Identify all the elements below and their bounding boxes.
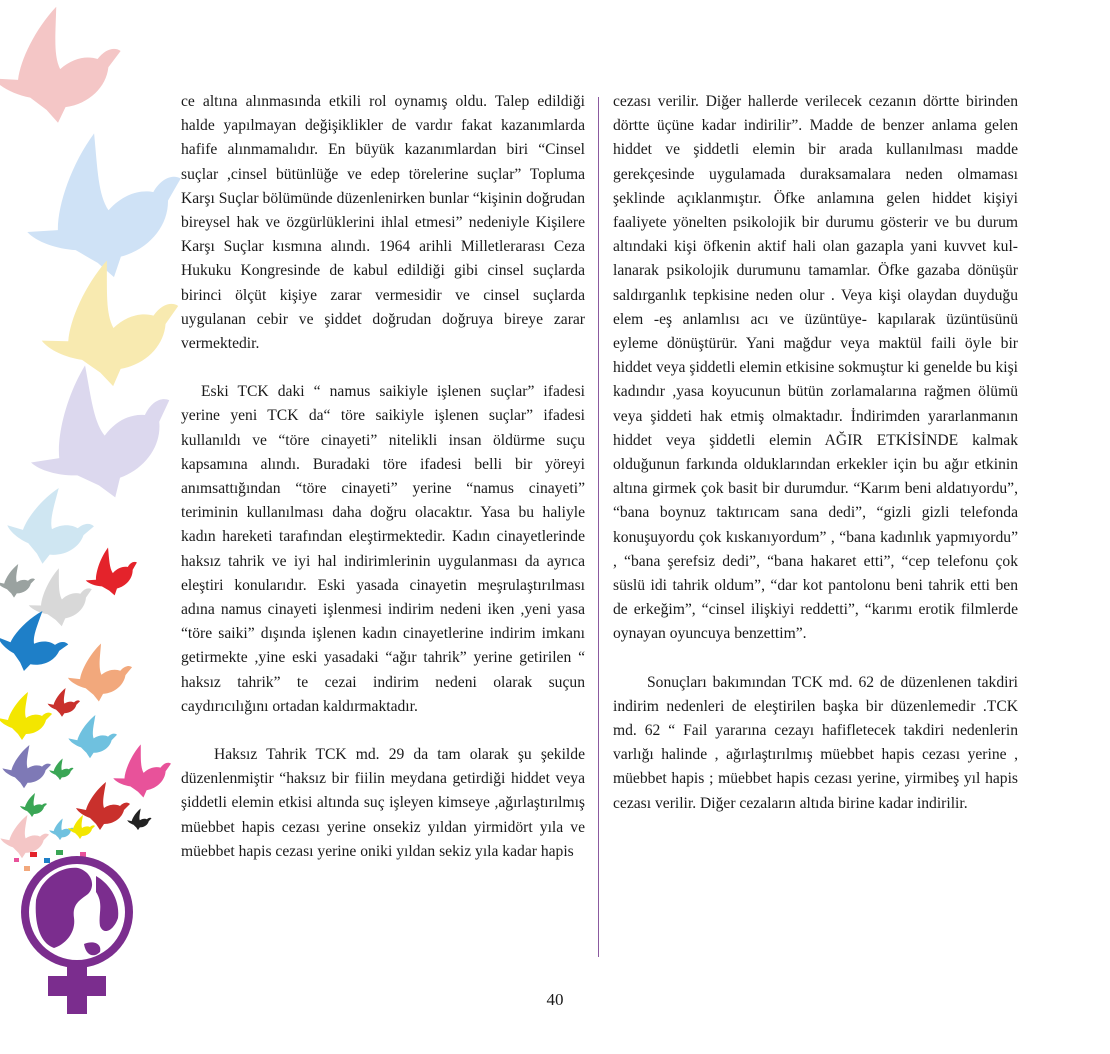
dove-icon [0, 692, 52, 740]
dove-icon [0, 564, 35, 598]
dove-icon [48, 688, 80, 717]
paragraph: Sonuçları bakımından TCK md. 62 de düzenlenen takdiri indirim nedenleri de eleştirilen başka bir düzenlemedir .TCK md. 62 “ Fail yararına cezayı hafifletecek takdiri nedenlerin varlığı halinde , ağırlaştırılmış müebbet hapis cezası yerine , müebbet hapis ; müebbet hapis cezası yerine, yirmibeş yıl hapis cezası verilir. Diğer cezaların altıda birine kadar indirilir. [613, 673, 1018, 812]
dove-icon [0, 0, 129, 131]
dove-icon [127, 809, 151, 831]
dove-icon [4, 484, 97, 568]
left-text-column [181, 90, 585, 864]
paragraph: cezası verilir. Diğer hallerde verilecek cezanın dörtte birinden dörtte üçüne kadar indirilir”. Madde de benzer anlama gelen hiddet ve şiddetli elemin bir arada kullanılması madde gerekçesinde uygulamada duraksamalara neden olmaması şeklinde açıklanmıştır. Öfke anlamına gelen hiddet kişiyi faaliyete yönelten psikolojik bir durumu gösterir ve bu durum altındaki kişi öfkenin aktif hali olan gazapla yani kuvvet kullanarak psikolojik durumunu tamamlar. Öfke gazaba dönüşür saldırganlık tepkisine neden olur . Veya kişi olaydan duyduğu elem -eş anlamlısı acı ve üzüntüye- kapılarak üzüntüsünü eyleme dönüştürür. Yani mağdur veya maktül faili öyle bir hiddet veya şiddetli elemin etkisine sokmuştur ki genelde bu kişi kadındır ,yasa koyucunun bütün zorlamalarına rağmen ölümü veya şiddeti hak etmiş olmaktadır. İndirimden yararlanmanın hiddet veya şiddetli elemin AĞIR ETKİSİNDE kalmak olduğunun farkında olduklarından erkekler için bu ağır etkinin altına girmek çok basit bir durumdur. “Karım beni aldatıyordu”, “bana boynuz taktırıcam sana dedi”, “gizli gizli telefonda konuşuyordu çok kıskanıyordum” , “bana kadınlık yapmıyordu” , “bana şerefsiz dedi”, “bana hakaret etti”, “cep telefonu çok süslü idi tahrik oldum”, “dar kot pantolonu beni tahrik etti ben de erkeğim”, “cinsel ilişkiyi reddetti”, “karımı erotik filmlerde oynayan oyuncuya benzettim”. [613, 93, 1018, 643]
dove-icon [68, 715, 117, 758]
paragraph: Haksız Tahrik TCK md. 29 da tam olarak şu şekilde düzenlenmiştir “haksız bir fiilin meydana getirdiği hiddet veya şiddetli elemin etkisi altında suç işleyen kimseye ,ağırlaştırılmış müebbet hapis cezası yerine onsekiz yıldan yirmidört yıla ve müebbet hapis cezası yerine oniki yıldan sekiz yıla kadar hapis [181, 746, 585, 860]
dove-icon [49, 759, 73, 781]
paragraph: ce altına alınmasında etkili rol oynamış oldu. Talep edildiği halde yapılmayan değişiklikler de vardır fakat kazanımlarda hafife alınmamalıdır. En büyük kazanımlardan biri “Cinsel suçlar ,cinsel bütünlüğe ve edep törelerine suçlar” Topluma Karşı Suçlar bölümünde düzenlenirken bunlar “kişinin doğrudan bireysel hak ve özgürlüklerini ihlal etmesi” nedeniyle Kişilere Karşı Suçlar kısmına alındı. 1964 arihli Milletlerarası Ceza Hukuku Kongresinde de kabul edildiği gibi cinsel suçlarda birinci ölçüt kişiye zarar vermesidir ve cinsel suçlarda uygulanan cebir ve şiddet doğrudan doğruya bireye zarar vermektedir. [181, 93, 585, 353]
dove-icon [0, 815, 49, 858]
dove-icon [2, 745, 51, 788]
column-divider [598, 97, 599, 957]
paragraph: Eski TCK daki “ namus saikiyle işlenen suçlar” ifadesi yerine yeni TCK da“ töre saikiyle işlenen suçlar” ifadesi kullanıldı ve “töre cinayeti” nitelikli insan öldürme suçu kapsamına alındı. Buradaki töre ifadesi belli bir yöreyi anımsattığından “töre cinayeti” yerine “namus cinayeti” teriminin kullanılması daha doğru olacaktır. Yasa bu haliyle kadın hareketi tarafından eleştirmektedir. Kadın cinayetlerinde haksız tahrik ve iyi hal indirimlerinin uygulanması da ayrıca eleştiri konularıdır. Eski yasada cinayetin meşrulaştırılması adına namus cinayeti işlenmesi indirim nedeni iken ,yeni yasa “töre saiki” dışında işlenen kadın cinayetlerine indirim imkanı getirmekte ,yine eski yasadaki “ağır tahrik” yerine getirilen “ haksız tahrik” te cezai indirim nedeni olarak suçun caydırıcılığını ortadan kaldırmaktadır. [181, 383, 585, 715]
dove-icon [108, 740, 176, 802]
decorative-doves-and-venus-illustration [0, 0, 200, 1054]
dove-icon [65, 641, 135, 704]
dove-icon [76, 782, 130, 830]
right-text-column [613, 90, 1018, 816]
dove-icon [20, 793, 47, 817]
page-number: 40 [546, 990, 564, 1009]
